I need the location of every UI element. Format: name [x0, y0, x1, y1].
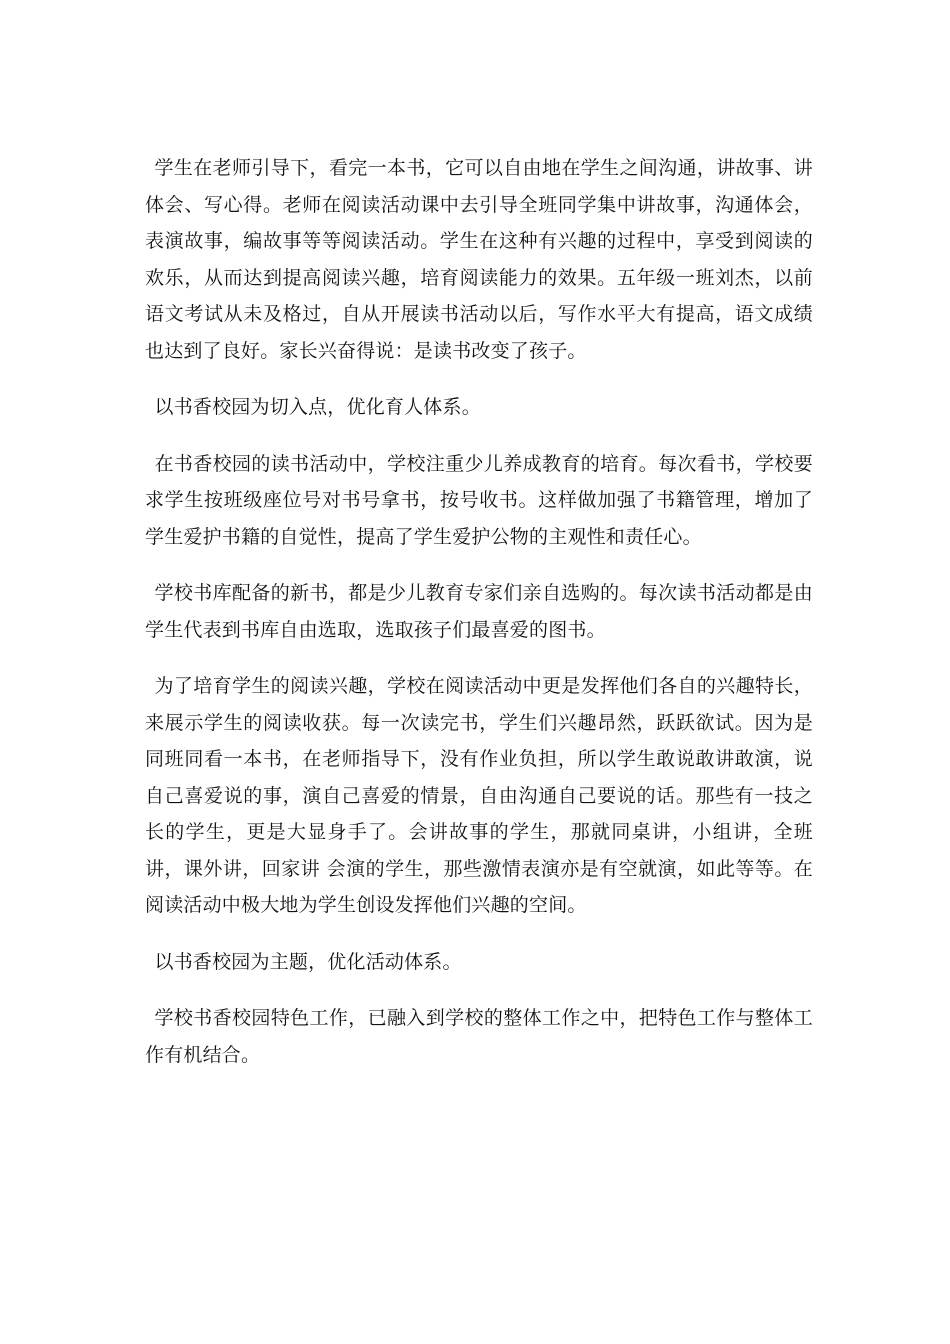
- document-body: [145, 150, 813, 1073]
- paragraph-reading-interest: 为了培育学生的阅读兴趣，学校在阅读活动中更是发挥他们各自的兴趣特长，来展示学生的阅读收获。每一次读完书，学生们兴趣昂然，跃跃欲试。因为是同班同看一本书，在老师指导下，没有作业负担，所以学生敢说敢讲敢演，说自己喜爱说的事，演自己喜爱的情景，自由沟通自己要说的话。那些有一技之长的学生，更是大显身手了。会讲故事的学生，那就同桌讲，小组讲，全班讲，课外讲，回家讲 会演的学生，那些激情表演亦是有空就演，如此等等。在阅读活动中极大地为学生创设发挥他们兴趣的空间。: [145, 675, 813, 916]
- section-heading-education-system: 以书香校园为切入点，优化育人体系。: [154, 396, 481, 418]
- paragraph-book-management: 在书香校园的读书活动中，学校注重少儿养成教育的培育。每次看书，学校要求学生按班级座位号对书号拿书，按号收书。这样做加强了书籍管理，增加了学生爱护书籍的自觉性，提高了学生爱护公物的主观性和责任心。: [145, 452, 813, 548]
- section-heading-activity-system: 以书香校园为主题，优化活动体系。: [154, 950, 462, 973]
- paragraph-book-library: 学校书库配备的新书，都是少儿教育专家们亲自选购的。每次读书活动都是由学生代表到书库自由选取，选取孩子们最喜爱的图书。: [145, 582, 813, 641]
- paragraph-integrated-work: 学校书香校园特色工作，已融入到学校的整体工作之中，把特色工作与整体工作有机结合。: [145, 1007, 813, 1066]
- paragraph-reading-activities: 学生在老师引导下，看完一本书，它可以自由地在学生之间沟通，讲故事、讲体会、写心得。老师在阅读活动课中去引导全班同学集中讲故事，沟通体会，表演故事，编故事等等阅读活动。学生在这种有兴趣的过程中，享受到阅读的欢乐，从而达到提高阅读兴趣，培育阅读能力的效果。五年级一班刘杰，以前语文考试从未及格过，自从开展读书活动以后，写作水平大有提高，语文成绩也达到了良好。家长兴奋得说：是读书改变了孩子。: [145, 157, 813, 362]
